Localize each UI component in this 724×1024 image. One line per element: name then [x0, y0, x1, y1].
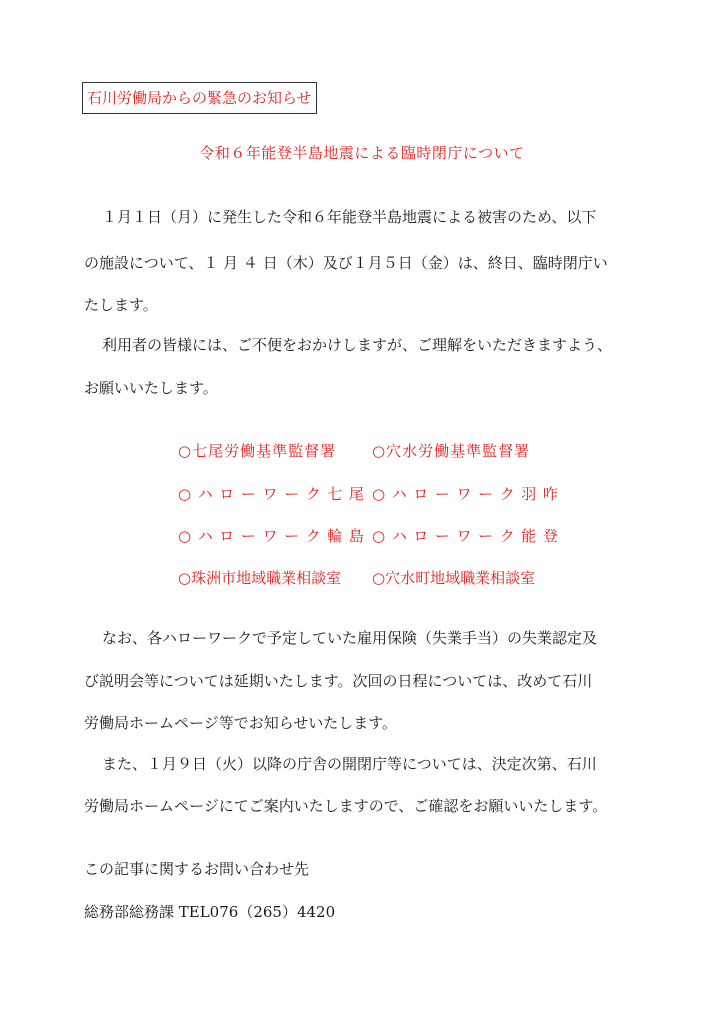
- paragraph-4-line-2: 労働局ホームページにてご案内いたしますので、ご確認をお願いいたします。: [84, 797, 608, 815]
- paragraph-4-line-1: また、１月９日（火）以降の庁舎の開閉庁等については、決定次第、石川: [102, 755, 597, 773]
- paragraph-1-line-3: たします。: [84, 296, 158, 314]
- paragraph-2-line-1: 利用者の皆様には、ご不便をおかけしますが、ご理解をいただきますよう、: [102, 336, 613, 354]
- paragraph-3-line-2: び説明会等については延期いたします。次回の日程については、改めて石川: [84, 672, 593, 690]
- paragraph-3-line-3: 労働局ホームページ等でお知らせいたします。: [84, 714, 398, 732]
- contact-detail: 総務部総務課 TEL076（265）4420: [84, 903, 336, 921]
- facility-hellowork-hakui: ○ハローワーク羽咋: [372, 485, 565, 503]
- facility-nanao-labor-standards: ○七尾労働基準監督署: [178, 442, 337, 460]
- facility-hellowork-nanao: ○ハローワーク七尾: [178, 485, 371, 503]
- urgent-notice-label: 石川労働局からの緊急のお知らせ: [82, 82, 317, 114]
- facility-hellowork-noto: ○ハローワーク能登: [372, 527, 565, 545]
- facility-suzu-job-consultation: ○珠洲市地域職業相談室: [178, 569, 342, 587]
- facility-anamizu-labor-standards: ○穴水労働基準監督署: [372, 442, 531, 460]
- paragraph-1-line-1: １月１日（月）に発生した令和６年能登半島地震による被害のため、以下: [102, 208, 597, 226]
- facility-anamizu-job-consultation: ○穴水町地域職業相談室: [372, 569, 536, 587]
- paragraph-1-line-2: の施設について、１ 月 ４ 日（木）及び１月５日（金）は、終日、臨時閉庁い: [84, 254, 608, 272]
- contact-label: この記事に関するお問い合わせ先: [84, 860, 310, 878]
- document-title: 令和６年能登半島地震による臨時閉庁について: [199, 144, 525, 162]
- facility-hellowork-wajima: ○ハローワーク輪島: [178, 527, 371, 545]
- paragraph-3-line-1: なお、各ハローワークで予定していた雇用保険（失業手当）の失業認定及: [102, 629, 598, 647]
- paragraph-2-line-2: お願いいたします。: [84, 379, 218, 397]
